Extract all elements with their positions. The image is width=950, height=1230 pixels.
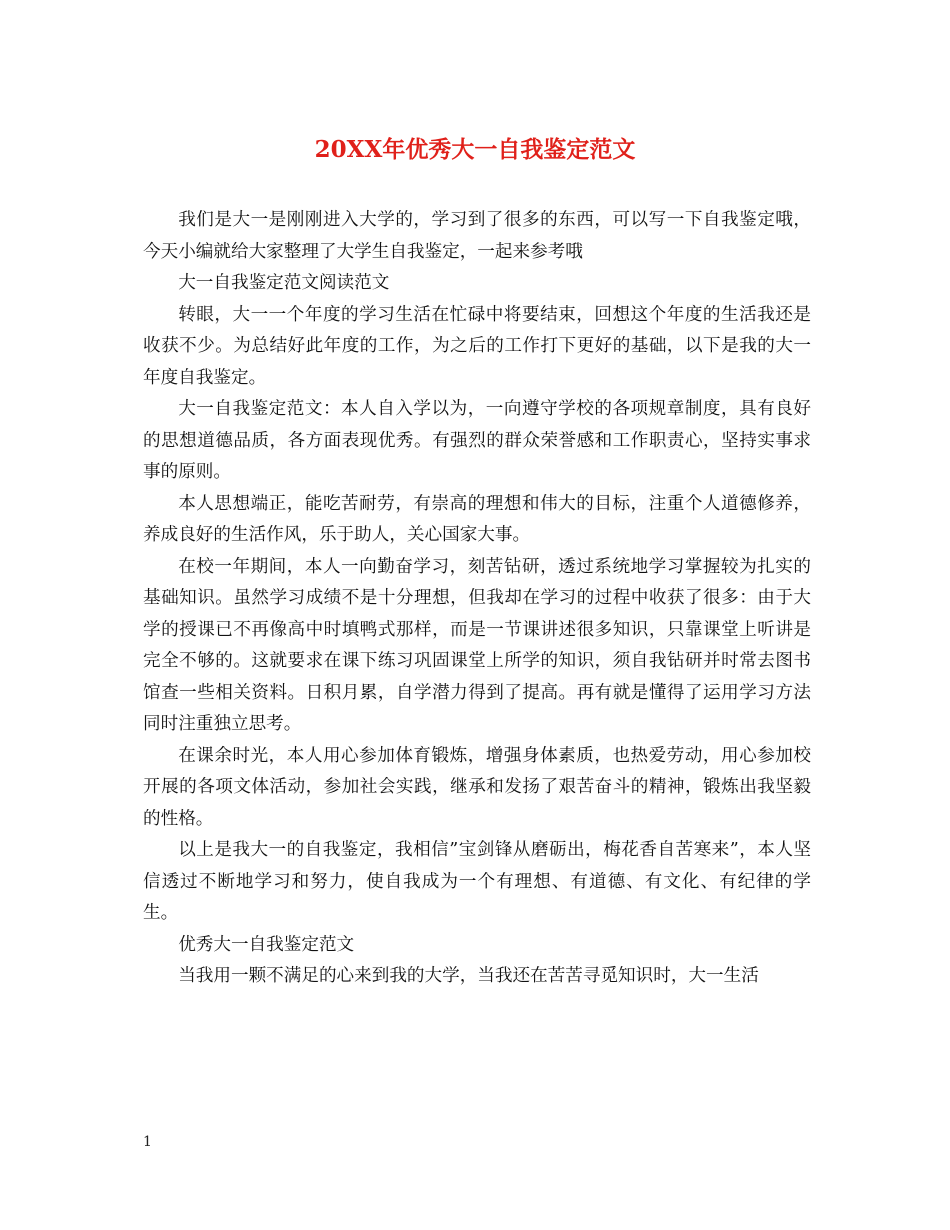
paragraph-continued: 当我用一颗不满足的心来到我的大学，当我还在苦苦寻觅知识时，大一生活: [178, 966, 759, 986]
page-number: 1: [143, 1134, 152, 1150]
paragraph-activities: 在课余时光，本人用心参加体育锻炼，增强身体素质，也热爱劳动，用心参加校开展的各项文体活动，参加社会实践，继承和发扬了艰苦奋斗的精神，锻炼出我坚毅的性格。: [143, 745, 811, 829]
document-body: [143, 205, 811, 993]
paragraph-self-assessment: 大一自我鉴定范文：本人自入学以为，一向遵守学校的各项规章制度，具有良好的思想道德品质，各方面表现优秀。有强烈的群众荣誉感和工作职责心，坚持实事求事的原则。: [143, 399, 811, 482]
paragraph-character: 本人思想端正，能吃苦耐劳，有崇高的理想和伟大的目标，注重个人道德修养，养成良好的生活作风，乐于助人，关心国家大事。: [143, 493, 811, 545]
paragraph-conclusion: 以上是我大一的自我鉴定，我相信”宝剑锋从磨砺出，梅花香自苦寒来”，本人坚信透过不断地学习和努力，使自我成为一个有理想、有道德、有文化、有纪律的学生。: [143, 840, 811, 923]
paragraph-heading-excellent: 优秀大一自我鉴定范文: [178, 934, 355, 955]
paragraph-heading-reading: 大一自我鉴定范文阅读范文: [178, 273, 390, 293]
document-title: 20XX年优秀大一自我鉴定范文: [314, 136, 636, 163]
paragraph-summary: 转眼，大一一个年度的学习生活在忙碌中将要结束，回想这个年度的生活我还是收获不少。为总结好此年度的工作，为之后的工作打下更好的基础，以下是我的大一年度自我鉴定。: [143, 304, 811, 388]
paragraph-study: 在校一年期间，本人一向勤奋学习，刻苦钻研，透过系统地学习掌握较为扎实的基础知识。虽然学习成绩不是十分理想，但我却在学习的过程中收获了很多：由于大学的授课已不再像高中时填鸭式那样，而是一节课讲述很多知识，只靠课堂上听讲是完全不够的。这就要求在课下练习巩固课堂上所学的知识，须自我钻研并时常去图书馆查一些相关资料。日积月累，自学潜力得到了提高。再有就是懂得了运用学习方法同时注重独立思考。: [143, 556, 811, 734]
paragraph-intro: 我们是大一是刚刚进入大学的，学习到了很多的东西，可以写一下自我鉴定哦，今天小编就给大家整理了大学生自我鉴定，一起来参考哦: [143, 210, 811, 262]
